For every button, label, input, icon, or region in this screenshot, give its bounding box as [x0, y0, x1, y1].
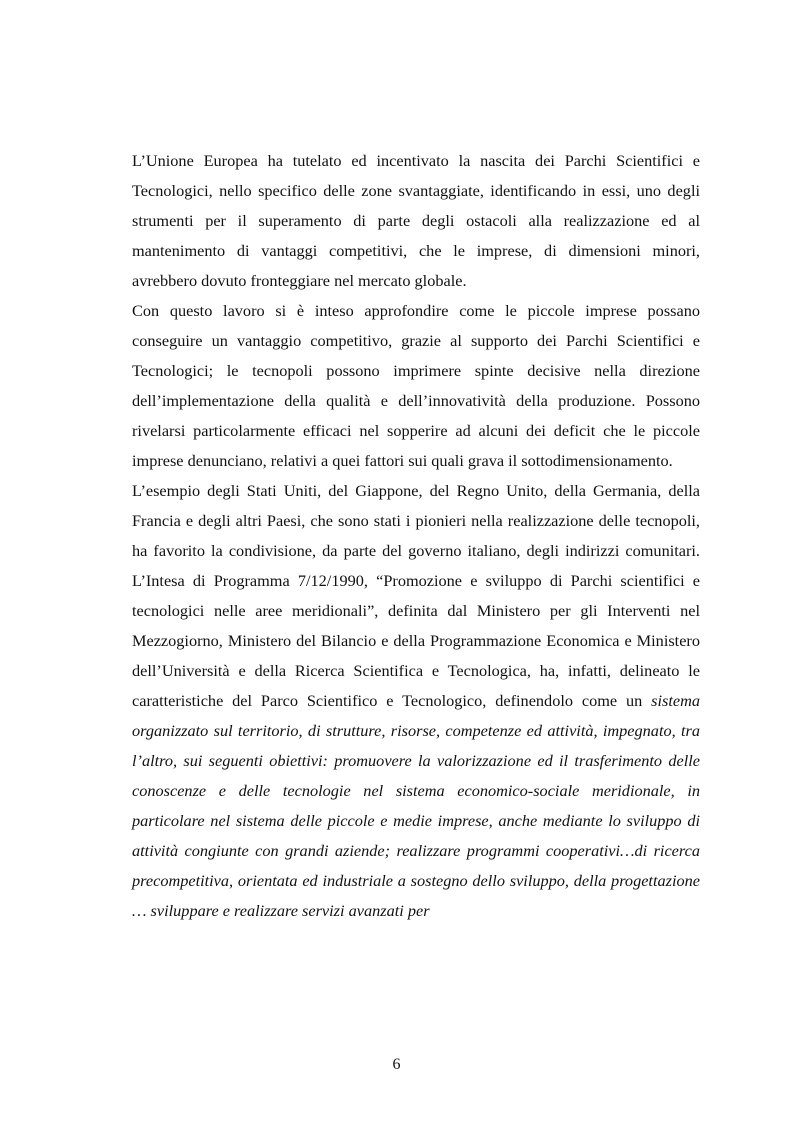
paragraph-eu-support	[132, 146, 700, 296]
paragraph-text: Con questo lavoro si è inteso approfondire come le piccole imprese possano conseguire un vantaggio competitivo, grazie al supporto dei Parchi Scientifici e Tecnologici; le tecnopoli possono imprimere spinte decisive nella direzione dell’implementazione della qualità e dell’innovatività della produzione. Possono rivelarsi particolarmente efficaci nel sopperire ad alcuni dei deficit che le piccole imprese denunciano, relativi a quei fattori sui quali grava il sottodimensionamento.	[132, 301, 700, 470]
paragraph-italic-quote: sistema organizzato sul territorio, di strutture, risorse, competenze ed attività, impegnato, tra l’altro, sui seguenti obiettivi: promuovere la valorizzazione ed il trasferimento delle conoscenze e delle tecnologie nel sistema economico-sociale meridionale, in particolare nel sistema delle piccole e medie imprese, anche mediante lo sviluppo di attività congiunte con grandi aziende; realizzare programmi cooperativi…di ricerca precompetitiva, orientata ed industriale a sostegno dello sviluppo, della progettazione … sviluppare e realizzare servizi avanzati per	[132, 691, 700, 920]
paragraph-text: L’esempio degli Stati Uniti, del Giappone, del Regno Unito, della Germania, della Francia e degli altri Paesi, che sono stati i pionieri nella realizzazione delle tecnopoli, ha favorito la condivisione, da parte del governo italiano, degli indirizzi comunitari. L’Intesa di Programma 7/12/1990, “Promozione e sviluppo di Parchi scientifici e tecnologici nelle aree meridionali”, definita dal Ministero per gli Interventi nel Mezzogiorno, Ministero del Bilancio e della Programmazione Economica e Ministero dell’Università e della Ricerca Scientifica e Tecnologica, ha, infatti, delineato le caratteristiche del Parco Scientifico e Tecnologico, definendolo come un	[132, 481, 700, 710]
page-number: 6	[392, 1056, 401, 1073]
body-text	[132, 146, 700, 926]
paragraph-text: L’Unione Europea ha tutelato ed incentivato la nascita dei Parchi Scientifici e Tecnologici, nello specifico delle zone svantaggiate, identificando in essi, uno degli strumenti per il superamento di parte degli ostacoli alla realizzazione ed al mantenimento di vantaggi competitivi, che le imprese, di dimensioni minori, avrebbero dovuto fronteggiare nel mercato globale.	[132, 151, 700, 290]
paragraph-small-firms	[132, 296, 700, 476]
paragraph-international-examples	[132, 476, 700, 926]
